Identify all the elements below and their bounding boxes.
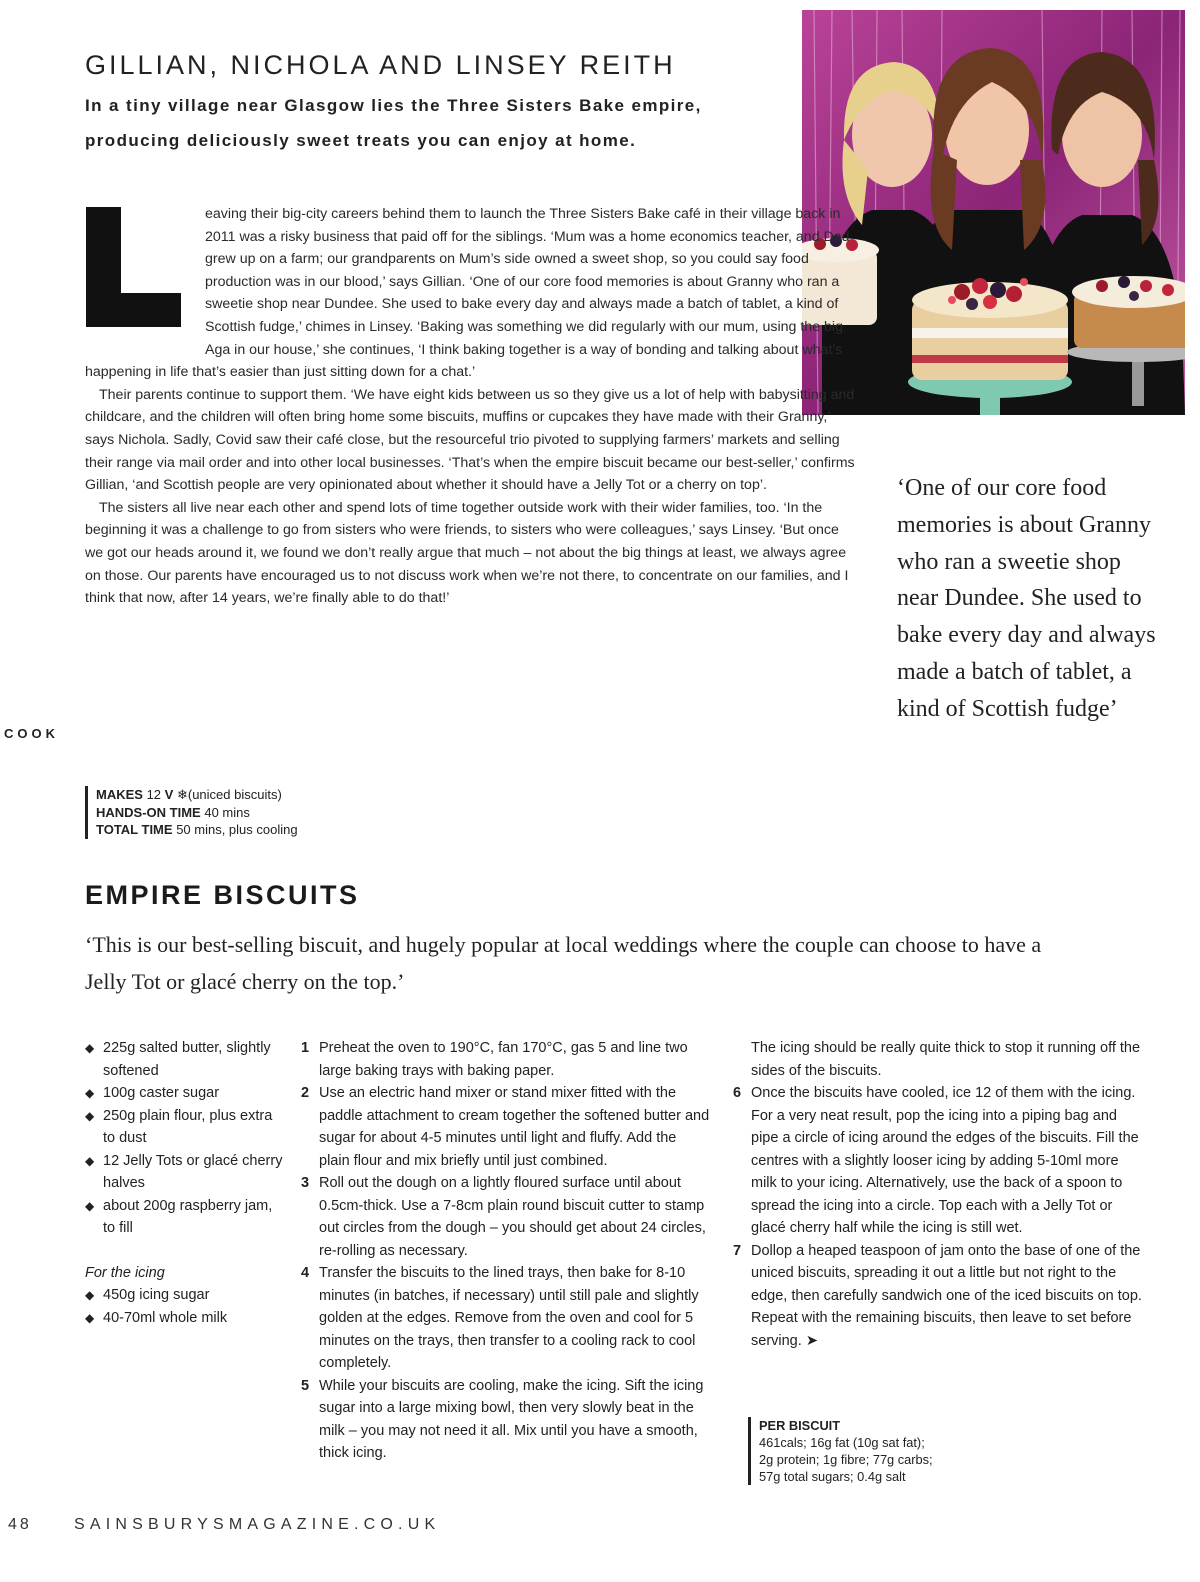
hands-on-line bbox=[96, 804, 298, 822]
step-text: Transfer the biscuits to the lined trays, then bake for 8-10 minutes (in batches, if necessary) until still pale and slightly golden at the edges. Remove from the oven and cool for 5 minutes on the trays, then transfer to a cooling rack to cool completely. bbox=[319, 1265, 699, 1371]
sisters-photo bbox=[802, 10, 1185, 415]
hands-on-label: HANDS-ON TIME bbox=[96, 804, 201, 820]
method-step bbox=[301, 1082, 711, 1172]
ingredient-item: ◆ 100g caster sugar bbox=[85, 1082, 285, 1105]
method-column-2 bbox=[733, 1037, 1143, 1352]
step-text: Use an electric hand mixer or stand mixer fitted with the paddle attachment to cream together the softened butter and sugar for about 4-5 minutes until light and fluffy. Add the plain flour and mix briefly until just combined. bbox=[319, 1085, 710, 1169]
pull-quote: ‘One of our core food memories is about Granny who ran a sweetie shop near Dundee. She used to bake every day and always made a batch of tablet, a kind of Scottish fudge’ bbox=[897, 475, 1156, 722]
profile-name-heading: GILLIAN, NICHOLA AND LINSEY REITH bbox=[85, 50, 676, 80]
recipe-info-box bbox=[85, 786, 298, 839]
step-continued-text: The icing should be really quite thick to stop it running off the sides of the biscuits. bbox=[751, 1040, 1141, 1079]
step-text: While your biscuits are cooling, make the icing. Sift the icing sugar into a large mixing bowl, then very slowly beat in the milk – you may not need it all. Mix until you have a smooth, thick icing. bbox=[319, 1377, 704, 1461]
ingredient-item: ◆ about 200g raspberry jam, to fill bbox=[85, 1195, 285, 1240]
article-paragraph-3: The sisters all live near each other and spend lots of time together outside work with their wider families, too. ‘In the beginning it was a challenge to go from sisters who were friends, to sisters who were colleagues,’ says Linsey. ‘But once we got our heads around it, we found we don’t really argue that much – not about the big things at least, we always agree on those. Our parents have encouraged us to not discuss work when we’re not there, to concentrate on our families, and I think that now, after 14 years, we’re finally able to do that!’ bbox=[85, 499, 849, 607]
nutrition-box bbox=[748, 1417, 933, 1485]
step-number: 7 bbox=[733, 1242, 742, 1259]
article-body bbox=[85, 203, 855, 610]
total-time-label: TOTAL TIME bbox=[96, 822, 173, 837]
ingredient-item: ◆ 12 Jelly Tots or glacé cherry halves bbox=[85, 1150, 285, 1195]
step-number: 2 bbox=[301, 1085, 310, 1101]
method-step bbox=[301, 1262, 711, 1375]
step-number: 4 bbox=[301, 1265, 310, 1281]
nutrition-line: 57g total sugars; 0.4g salt bbox=[759, 1469, 906, 1484]
footer-website: SAINSBURYSMAGAZINE.CO.UK bbox=[74, 1516, 441, 1533]
end-arrow-icon: ➤ bbox=[805, 1332, 818, 1349]
recipe-intro-quote: ‘This is our best-selling biscuit, and hugely popular at local weddings where the couple can choose to have a Jelly Tot or glacé cherry on the top.’ bbox=[85, 932, 1042, 994]
step-text: Dollop a heaped teaspoon of jam onto the base of one of the uniced biscuits, spreading it out a little but not right to the edge, then carefully sandwich one of the iced biscuits on top. Repeat with the remaining biscuits, then leave to set before serving. bbox=[751, 1242, 1142, 1349]
ingredient-item: ◆ 250g plain flour, plus extra to dust bbox=[85, 1105, 285, 1150]
ingredient-item: ◆ 225g salted butter, slightly softened bbox=[85, 1037, 285, 1082]
nutrition-title: PER BISCUIT bbox=[759, 1418, 841, 1433]
step-number: 3 bbox=[301, 1175, 310, 1191]
step-number: 6 bbox=[733, 1085, 742, 1101]
article-paragraph-2: Their parents continue to support them. ‘We have eight kids between us so they give us a lot of help with babysitting and childcare, and the children will often bring home some biscuits, muffins or cupcakes they have made with their Granny,’ says Nichola. Sadly, Covid saw their café close, but the resourceful trio pivoted to supplying farmers’ markets and selling their range via mail order and into other local businesses. ‘That’s when the empire biscuit became our best-seller,’ confirms Gillian, ‘and Scottish people are very opinionated about whether it should have a Jelly Tot or a cherry on top’. bbox=[85, 386, 855, 494]
method-column-1 bbox=[301, 1037, 711, 1465]
step-text: Preheat the oven to 190°C, fan 170°C, gas 5 and line two large baking trays with baking paper. bbox=[319, 1040, 688, 1079]
step-text: Once the biscuits have cooled, ice 12 of them with the icing. For a very neat result, pop the icing into a piping bag and pipe a circle of icing around the edges of the biscuits. Fill the centres with a slightly looser icing by adding 5-10ml more milk to your icing. Alternatively, use the back of a spoon to spread the icing into a circle. Top each with a Jelly Tot or glacé cherry half while the icing is still wet. bbox=[751, 1085, 1139, 1236]
page-number: 48 bbox=[8, 1516, 32, 1533]
method-step bbox=[301, 1375, 711, 1465]
hands-on-value: 40 mins bbox=[204, 804, 250, 820]
standfirst: In a tiny village near Glasgow lies the Three Sisters Bake empire, producing deliciously sweet treats you can enjoy at home. bbox=[85, 96, 702, 150]
nutrition-line: 2g protein; 1g fibre; 77g carbs; bbox=[759, 1452, 933, 1467]
makes-label: MAKES bbox=[96, 787, 143, 802]
step-text: Roll out the dough on a lightly floured surface until about 0.5cm-thick. Use a 7-8cm plain round biscuit cutter to stamp out circles from the dough – you should get about 24 circles, re-rolling as necessary. bbox=[319, 1175, 706, 1259]
makes-note: (uniced biscuits) bbox=[187, 787, 282, 802]
article-paragraph-1: eaving their big-city careers behind them to launch the Three Sisters Bake café in their village back in 2011 was a risky business that paid off for the siblings. ‘Mum was a home economics teacher, and Dad grew up on a farm; our grandparents on Mum’s side owned a sweet shop, so you could say food production was in our blood,’ says Gillian. ‘One of our core food memories is about Granny who ran a sweetie shop near Dundee. She used to bake every day and always made a batch of tablet, a kind of Scottish fudge,’ chimes in Linsey. ‘Baking was something we did regularly with our mum, using the big Aga in our house,’ she continues, ‘I think baking together is a way of bonding and talking about what’s happening in life that’s easier than just sitting down for a chat.’ bbox=[85, 206, 850, 381]
method-step bbox=[733, 1082, 1143, 1240]
method-step bbox=[301, 1172, 711, 1262]
step-number: 5 bbox=[301, 1377, 310, 1394]
icing-ingredient-item: ◆ 40-70ml whole milk bbox=[85, 1307, 285, 1330]
diet-flags: V ❄ bbox=[164, 787, 188, 802]
total-time-line bbox=[96, 821, 298, 839]
method-step bbox=[733, 1240, 1143, 1353]
ingredients-list bbox=[85, 1037, 285, 1329]
makes-value: 12 bbox=[146, 787, 162, 802]
section-label: COOK bbox=[4, 726, 59, 741]
recipe-title: EMPIRE BISCUITS bbox=[85, 880, 360, 910]
total-time-value: 50 mins, plus cooling bbox=[176, 822, 298, 837]
icing-ingredient-item: ◆ 450g icing sugar bbox=[85, 1284, 285, 1307]
step-number: 1 bbox=[301, 1040, 310, 1056]
makes-line bbox=[96, 786, 298, 804]
icing-subheading: For the icing bbox=[85, 1264, 165, 1281]
nutrition-line: 461cals; 16g fat (10g sat fat); bbox=[759, 1435, 925, 1450]
method-step bbox=[301, 1037, 711, 1082]
